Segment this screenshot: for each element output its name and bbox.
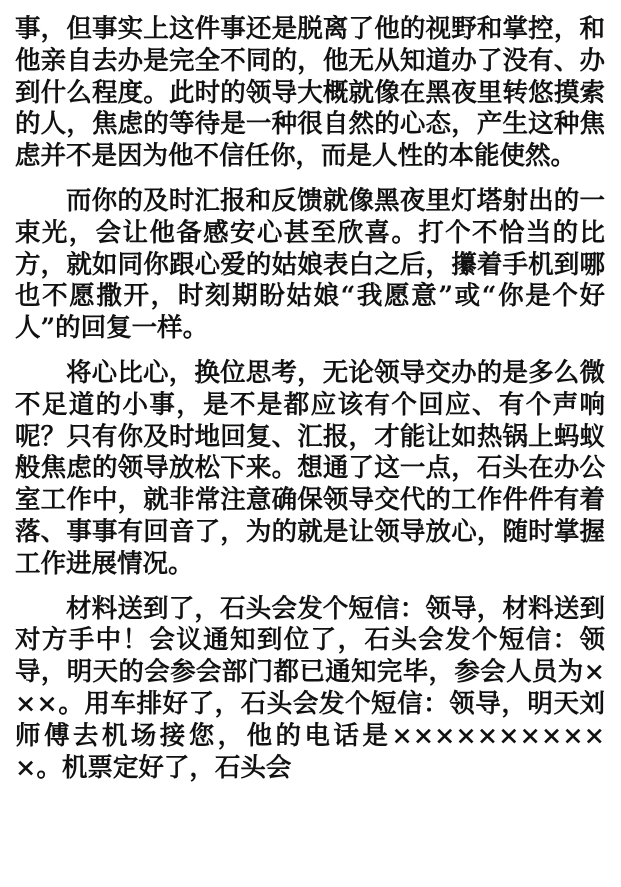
paragraph-2: 而你的及时汇报和反馈就像黑夜里灯塔射出的一束光，会让他备感安心甚至欣喜。打个不恰当的比方，就如同你跟心爱的姑娘表白之后，攥着手机到哪也不愿撒开，时刻期盼姑娘“我愿意”或“你是个好人”的回复一样。 — [15, 185, 605, 344]
paragraph-4: 材料送到了，石头会发个短信：领导，材料送到对方手中！会议通知到位了，石头会发个短信：领导，明天的会参会部门都已通知完毕，参会人员为×××。用车排好了，石头会发个短信：领导，明天刘师傅去机场接您，他的电话是×××××××××××。机票定好了，石头会 — [15, 593, 605, 783]
paragraph-1: 事，但事实上这件事还是脱离了他的视野和掌控，和他亲自去办是完全不同的，他无从知道办了没有、办到什么程度。此时的领导大概就像在黑夜里转悠摸索的人，焦虑的等待是一种很自然的心态，产生这种焦虑并不是因为他不信任你，而是人性的本能使然。 — [15, 14, 605, 172]
paragraph-3: 将心比心，换位思考，无论领导交办的是多么微不足道的小事，是不是都应该有个回应、有个声响呢？只有你及时地回复、汇报，才能让如热锅上蚂蚁般焦虑的领导放松下来。想通了这一点，石头在办公室工作中，就非常注意确保领导交代的工作件件有着落、事事有回音了，为的就是让领导放心，随时掌握工作进展情况。 — [15, 357, 605, 579]
